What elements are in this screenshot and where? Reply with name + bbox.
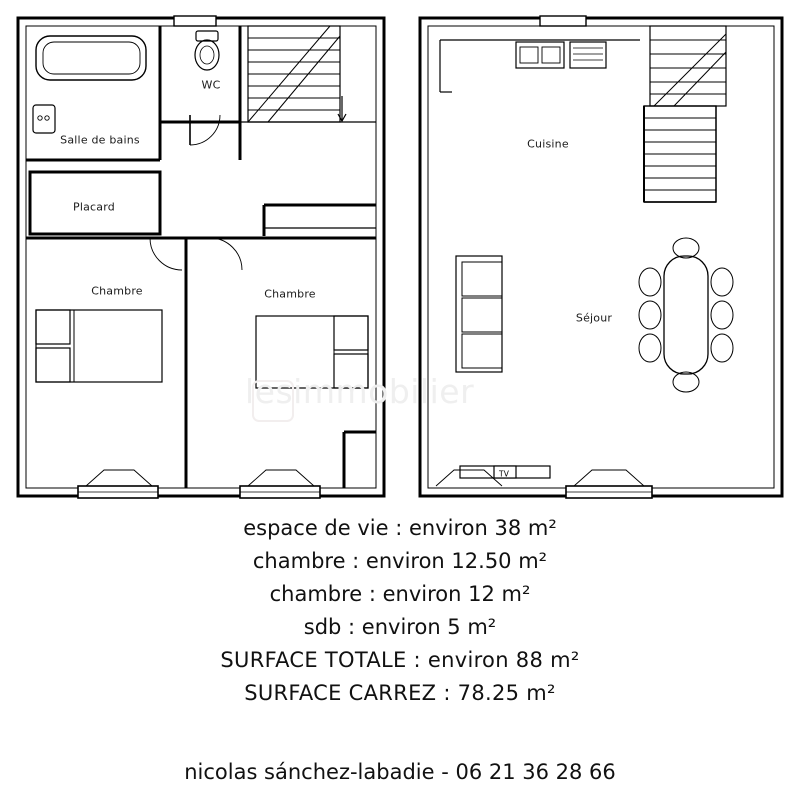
room-label-wc: WC [201,78,221,92]
legend-line-espace-de-vie: espace de vie : environ 38 m² [243,516,557,540]
legend-line-chambre-1: chambre : environ 12.50 m² [252,549,548,573]
legend-line-chambre-2: chambre : environ 12 m² [269,582,531,606]
room-label-sejour: Séjour [575,311,613,325]
watermark-text: lesimmobilier [245,372,475,411]
contact-line: nicolas sánchez-labadie - 06 21 36 28 66 [184,760,616,784]
legend-line-surface-carrez: SURFACE CARREZ : 78.25 m² [244,681,556,705]
right-unit-plan [420,16,782,498]
legend-line-surface-totale: SURFACE TOTALE : environ 88 m² [220,648,580,672]
legend-line-sdb: sdb : environ 5 m² [303,615,497,639]
fixture-label-tv: TV [498,469,510,479]
room-label-placard: Placard [73,200,115,214]
surface-legend [0,512,800,710]
room-label-chambre-2: Chambre [264,287,316,301]
room-label-cuisine: Cuisine [527,137,569,151]
room-label-chambre-1: Chambre [91,284,143,298]
room-label-salle-de-bains: Salle de bains [60,133,140,147]
